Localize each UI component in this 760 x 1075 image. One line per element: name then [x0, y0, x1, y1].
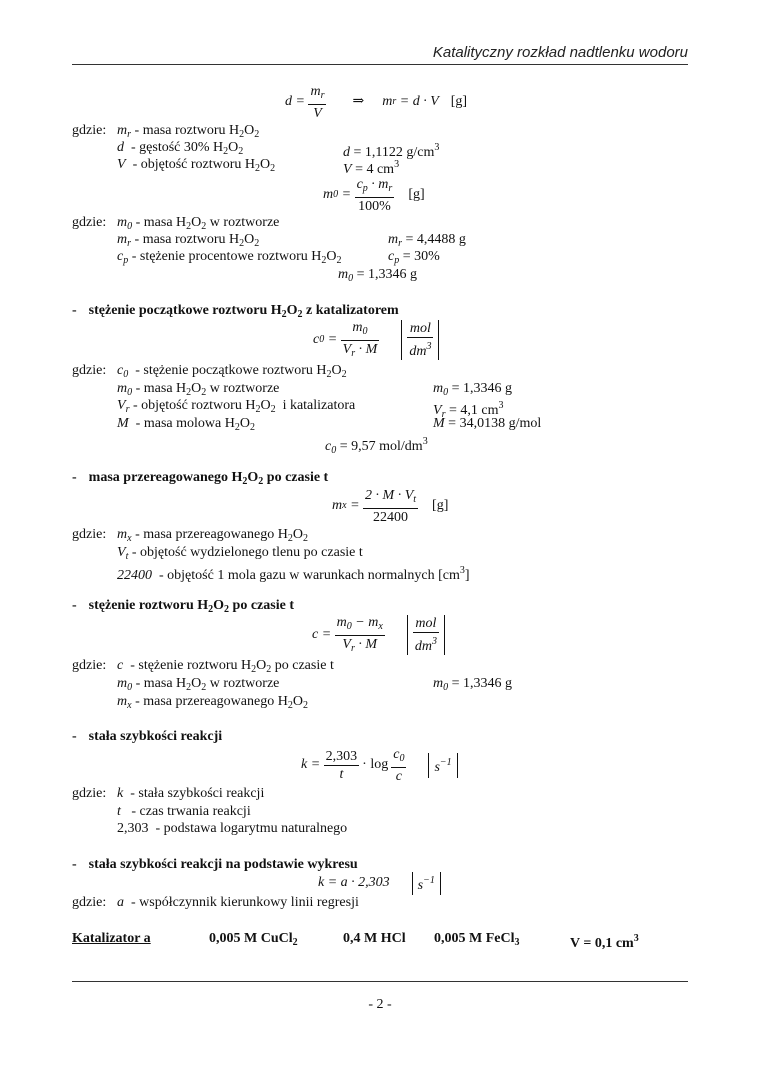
fraction-denominator: V [342, 341, 352, 357]
symbol: V [117, 157, 126, 172]
definition-text: - masa H [135, 215, 187, 230]
subscript: r [351, 347, 356, 359]
formula-expression: k = a · 2,303 [318, 875, 390, 890]
definition-text: - masa roztworu H [134, 123, 240, 138]
definition-text: w roztworze [209, 215, 280, 230]
superscript: 3 [394, 159, 400, 170]
symbol: m [388, 232, 399, 247]
symbol: c [388, 249, 395, 264]
subscript: 2 [201, 682, 207, 693]
symbol: m [117, 676, 128, 691]
definition-row [117, 694, 308, 714]
unit-numerator: mol [407, 320, 433, 338]
subscript: 2 [254, 238, 260, 249]
fraction-numerator: c [356, 176, 363, 192]
fraction-denominator: · M [358, 341, 378, 357]
subscript: 2 [238, 146, 244, 157]
subscript: 2 [302, 533, 308, 544]
subscript: 2 [223, 146, 229, 157]
subscript: 0 [123, 369, 129, 380]
definition-text: O [292, 694, 303, 709]
subscript: 2 [239, 238, 245, 249]
definition-row [117, 658, 334, 678]
definition-row [117, 786, 264, 802]
unit-label: [g] [450, 94, 468, 109]
subscript: 2 [201, 221, 207, 232]
definition-text: - masa H [135, 381, 187, 396]
bullet-dash: - [72, 857, 77, 872]
subscript: 2 [239, 129, 245, 140]
definition-row [117, 545, 363, 565]
symbol: c [325, 439, 332, 454]
where-label: gdzie: [72, 658, 107, 673]
superscript: 3 [459, 565, 465, 576]
formula-density-fraction [308, 83, 326, 122]
catalyst-text: 0,005 M FeCl [434, 931, 515, 946]
formula-lhs: c [313, 332, 320, 347]
definition-row [117, 363, 347, 383]
subscript: p [394, 255, 400, 266]
subscript: 2 [336, 255, 342, 266]
subscript: 2 [302, 700, 308, 711]
subscript: 0 [399, 752, 405, 764]
subscript: 2 [266, 664, 272, 675]
formula-fraction [335, 614, 385, 657]
subscript: r [441, 409, 446, 420]
symbol: 22400 [117, 568, 152, 583]
symbol: m [117, 694, 128, 709]
symbol: m [433, 676, 444, 691]
catalyst-text: 0,005 M CuCl [209, 931, 293, 946]
unit-bracket [428, 753, 457, 778]
subscript: x [342, 500, 347, 511]
symbol: c [117, 249, 124, 264]
fraction-denominator: V [342, 636, 351, 652]
definition-text: - objętość 1 mola gazu w warunkach normalnych [cm [159, 568, 460, 583]
superscript: 3 [633, 933, 639, 944]
subscript: r [388, 182, 393, 194]
definition-text: - stężenie początkowe roztworu H [135, 363, 327, 378]
definition-text: w roztworze [209, 381, 280, 396]
definition-text: O [191, 676, 202, 691]
symbol: 2,303 [117, 821, 149, 836]
formula-density: d = $\frac{m_r}{V}$ ⇒ m r = d · V [g] [285, 83, 468, 121]
formula-initial-concentration: c 0 = $\frac{m_0}{V_r \cdot M}$ $\frac{\text{mol}}{dm^3}$ [313, 320, 439, 360]
fraction-denominator: 22400 [373, 509, 409, 525]
unit-label: [g] [408, 187, 425, 202]
subscript: 2 [281, 309, 287, 320]
section-title: O [213, 598, 225, 613]
definition-text: po czasie t [274, 658, 334, 673]
fraction-numerator: · m [371, 176, 389, 192]
symbol: a [117, 895, 124, 910]
subscript: 2 [297, 309, 303, 320]
unit-label: [g] [432, 498, 449, 513]
formula-concentration-t: c = $\frac{m_0 - m_x}{V_r \cdot M}$ $\frac{\text{mol}}{dm^3}$ [312, 614, 445, 656]
definition-text: - masa przereagowanego H [135, 694, 288, 709]
superscript: 3 [431, 636, 437, 647]
unit-denominator: dm [414, 639, 432, 654]
definition-text: ] [464, 568, 470, 583]
symbol: m [117, 215, 128, 230]
catalyst-component-fecl3 [434, 931, 519, 951]
section-title: stała szybkości reakcji [88, 729, 223, 744]
fraction-numerator: c [393, 746, 400, 762]
definition-text: - objętość roztworu H [132, 398, 256, 413]
definition-text: O [244, 232, 255, 247]
definition-row [117, 249, 342, 269]
definition-text: O [260, 157, 271, 172]
subscript: 2 [255, 163, 261, 174]
subscript: 3 [514, 937, 520, 948]
subscript: x [378, 620, 383, 632]
formula-density-rhs: m [382, 94, 393, 109]
formula-density-rhs-expr: = d · V [399, 94, 439, 109]
subscript: 2 [208, 604, 214, 615]
section-title: z katalizatorem [306, 303, 399, 318]
subscript: 0 [331, 445, 337, 456]
section-title: po czasie t [232, 598, 294, 613]
definition-text: - masa H [135, 676, 187, 691]
value-text: = 4 cm [355, 162, 395, 177]
fraction-denominator: · M [358, 636, 378, 652]
catalyst-component-cucl2 [209, 931, 298, 951]
definition-text: O [292, 527, 303, 542]
catalyst-text: V = 0,1 cm [570, 936, 634, 951]
subscript: p [123, 255, 129, 266]
bullet-dash: - [72, 598, 77, 613]
definition-value [388, 249, 440, 269]
section-heading [72, 470, 328, 490]
bullet-dash: - [72, 470, 77, 485]
footer-rule [72, 981, 688, 982]
subscript: 0 [348, 273, 354, 284]
subscript: 0 [127, 682, 133, 693]
definition-row [117, 821, 347, 837]
value-text: = 4,4488 g [405, 232, 466, 247]
symbol: d [117, 140, 124, 155]
value-text: = 1,1122 g/cm [353, 145, 435, 160]
catalyst-volume [570, 931, 639, 952]
symbol: M [433, 416, 445, 431]
unit-bracket [412, 872, 441, 895]
symbol: M [117, 416, 129, 431]
value-text: = 1,3346 g [356, 267, 418, 282]
definition-text: - czas trwania reakcji [131, 804, 251, 819]
definition-row [117, 416, 255, 436]
definition-row [117, 157, 275, 177]
log-operator: · log [362, 757, 389, 772]
where-label: gdzie: [72, 786, 107, 801]
where-label: gdzie: [72, 123, 107, 138]
subscript: r [125, 404, 130, 415]
definition-row [117, 563, 470, 584]
definition-text: O [191, 381, 202, 396]
formula-reacted-mass: m x = $\frac{2 \cdot M \cdot V_t}{22400}$ [g] [332, 487, 449, 525]
definition-text: O [191, 215, 202, 230]
fraction-denominator: t [339, 766, 344, 782]
catalyst-label: Katalizator a [72, 931, 151, 946]
definition-text: i katalizatora [282, 398, 356, 413]
catalyst-component-hcl: 0,4 M HCl [343, 931, 406, 946]
header-rule [72, 64, 688, 65]
section-title: O [286, 303, 298, 318]
fraction-numerator: 2 · M · V [365, 487, 414, 503]
formula-lhs: k [301, 757, 308, 772]
unit-bracket [401, 320, 439, 360]
definition-value [433, 676, 512, 696]
subscript: 2 [287, 533, 293, 544]
formula-rate-from-plot [318, 872, 441, 894]
fraction-numerator: − m [355, 614, 379, 630]
subscript: x [127, 700, 132, 711]
definition-text: O [326, 249, 337, 264]
symbol: V [117, 398, 126, 413]
subscript: r [127, 238, 132, 249]
superscript: 3 [422, 436, 428, 447]
subscript: r [127, 129, 132, 140]
definition-row [117, 676, 279, 696]
log-fraction [391, 746, 406, 785]
value-text: = 4,1 cm [448, 403, 499, 418]
definition-text: - podstawa logarytmu naturalnego [155, 821, 348, 836]
implies-arrow: ⇒ [352, 94, 365, 109]
section-title: po czasie t [266, 470, 329, 485]
definition-row [117, 527, 308, 547]
subscript: 2 [186, 387, 192, 398]
definition-row [117, 895, 359, 911]
subscript: 2 [254, 129, 260, 140]
subscript: 0 [443, 682, 449, 693]
definition-text: O [331, 363, 342, 378]
definition-text: - masa przereagowanego H [135, 527, 288, 542]
symbol: V [433, 403, 442, 418]
subscript: 2 [326, 369, 332, 380]
formula-rate-constant: k = $\frac{2,303}{t}$ · log $\frac{c_0}{c}$ $s^{-1}$ [301, 745, 458, 785]
fraction-numerator: m [310, 83, 321, 99]
superscript: −1 [439, 756, 452, 768]
definition-row [117, 804, 251, 820]
where-label: gdzie: [72, 895, 107, 910]
symbol: m [117, 527, 128, 542]
symbol: c [117, 363, 124, 378]
subscript: 2 [270, 163, 276, 174]
section-heading [72, 598, 294, 618]
subscript: 2 [270, 404, 276, 415]
subscript: r [392, 96, 397, 107]
subscript: 2 [234, 422, 240, 433]
symbol: m [433, 381, 444, 396]
definition-text: - masa roztworu H [134, 232, 240, 247]
bullet-dash: - [72, 303, 77, 318]
symbol: m [117, 232, 128, 247]
subscript: r [398, 238, 403, 249]
symbol: m [117, 123, 128, 138]
subscript: 2 [255, 404, 261, 415]
formula-lhs: m [332, 498, 343, 513]
definition-text: - współczynnik kierunkowy linii regresji [131, 895, 359, 910]
subscript: 2 [341, 369, 347, 380]
symbol: V [117, 545, 126, 560]
definition-text: - stała szybkości reakcji [130, 786, 265, 801]
subscript: 2 [201, 387, 207, 398]
section-title: masa przereagowanego H [88, 470, 243, 485]
symbol: V [343, 162, 352, 177]
definition-text: O [244, 123, 255, 138]
subscript: 2 [186, 221, 192, 232]
result-value [338, 267, 417, 287]
section-title: O [247, 470, 259, 485]
unit-label: s [434, 759, 440, 775]
subscript: 2 [224, 604, 230, 615]
subscript: 0 [362, 325, 368, 337]
superscript: 3 [426, 341, 432, 352]
symbol: d [343, 145, 350, 160]
formula-lhs: c [312, 627, 319, 642]
result-value [325, 434, 428, 459]
section-heading [72, 729, 222, 745]
superscript: 3 [434, 142, 440, 153]
subscript: 2 [321, 255, 327, 266]
subscript: 2 [251, 664, 257, 675]
definition-text: - objętość wydzielonego tlenu po czasie t [131, 545, 363, 560]
fraction-numerator: m [336, 614, 347, 630]
formula-mass-h2o2: m 0 = $\frac{c_p \cdot m_r}{100\%}$ [g] [323, 176, 425, 214]
page-number: - 2 - [368, 997, 392, 1012]
bullet-dash: - [72, 729, 77, 744]
section-title: stała szybkości reakcji na podstawie wykresu [88, 857, 358, 872]
fraction-denominator: 100% [358, 198, 391, 214]
fraction-numerator: 2,303 [325, 748, 358, 764]
symbol: m [338, 267, 349, 282]
definition-text: w roztworze [209, 676, 280, 691]
subscript: 0 [127, 387, 133, 398]
definition-value [433, 416, 541, 432]
subscript: 0 [127, 221, 133, 232]
fraction-numerator: m [352, 319, 363, 335]
subscript: 2 [249, 422, 255, 433]
unit-label: s [417, 877, 424, 893]
subscript: t [413, 493, 417, 505]
value-text: = 9,57 mol/dm [339, 439, 423, 454]
subscript: 2 [292, 937, 298, 948]
subscript: 2 [242, 476, 248, 487]
definition-text: - stężenie roztworu H [130, 658, 252, 673]
formula-fraction [324, 748, 360, 783]
definition-text: - objętość roztworu H [132, 157, 256, 172]
where-label: gdzie: [72, 363, 107, 378]
value-text: = 34,0138 g/mol [448, 416, 542, 431]
subscript: 2 [287, 700, 293, 711]
subscript: 0 [319, 334, 325, 345]
subscript: 2 [258, 476, 264, 487]
symbol: k [117, 786, 124, 801]
where-label: gdzie: [72, 215, 107, 230]
value-text: = 30% [402, 249, 440, 264]
formula-fraction [363, 487, 418, 526]
unit-bracket [407, 615, 445, 655]
definition-text: O [239, 416, 250, 431]
definition-row [117, 398, 355, 418]
definition-text: O [256, 658, 267, 673]
formula-lhs: m [323, 187, 334, 202]
superscript: −1 [423, 874, 435, 886]
subscript: 0 [346, 620, 352, 632]
subscript: 0 [333, 189, 339, 200]
section-title: stężenie początkowe roztworu H [88, 303, 282, 318]
unit-denominator: dm [409, 344, 427, 359]
formula-fraction [341, 319, 380, 362]
value-text: = 1,3346 g [451, 381, 513, 396]
subscript: r [320, 89, 325, 101]
formula-density-lhs: d [285, 94, 292, 109]
subscript: p [362, 182, 368, 194]
subscript: 2 [186, 682, 192, 693]
definition-text: - stężenie procentowe roztworu H [131, 249, 322, 264]
subscript: r [350, 642, 355, 654]
formula-fraction [355, 176, 395, 215]
symbol: t [117, 804, 121, 819]
superscript: 3 [498, 400, 504, 411]
symbol: c [117, 658, 124, 673]
fraction-denominator: c [395, 768, 402, 784]
section-heading [72, 857, 358, 873]
page-header-title: Katalityczny rozkład nadtlenku wodoru [432, 44, 688, 61]
definition-text: O [228, 140, 239, 155]
definition-text: - masa molowa H [135, 416, 235, 431]
definition-text: O [260, 398, 271, 413]
subscript: 0 [443, 387, 449, 398]
where-label: gdzie: [72, 527, 107, 542]
unit-numerator: mol [413, 615, 439, 633]
value-text: = 1,3346 g [451, 676, 513, 691]
subscript: x [127, 533, 132, 544]
fraction-denominator: V [313, 105, 322, 121]
definition-text: - gęstość 30% H [131, 140, 224, 155]
section-title: stężenie roztworu H [88, 598, 209, 613]
subscript: t [125, 551, 129, 562]
symbol: m [117, 381, 128, 396]
